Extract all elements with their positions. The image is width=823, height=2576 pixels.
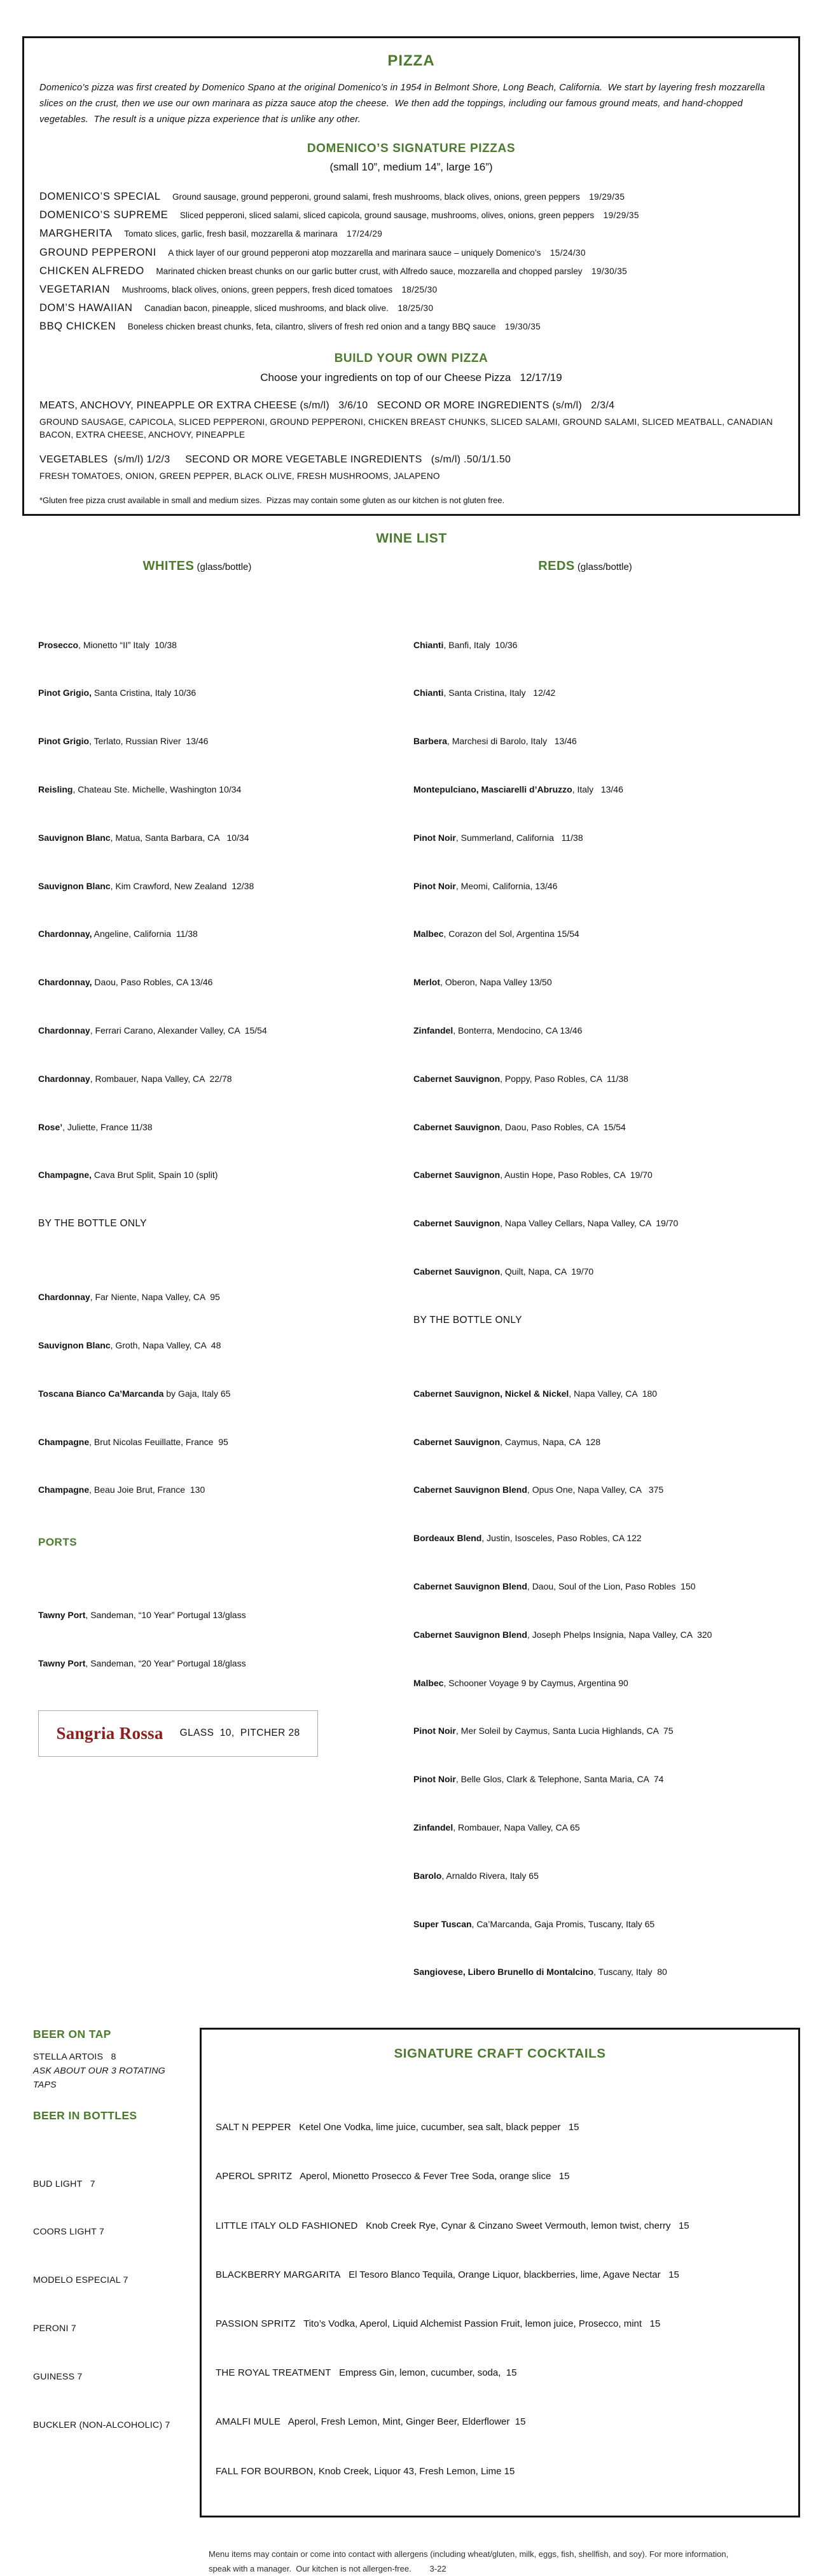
wine-list-item bbox=[38, 1387, 413, 1401]
wine-varietal: Barolo bbox=[413, 1870, 442, 1881]
whites-bottle-only-list bbox=[38, 1245, 413, 1520]
wine-list-item bbox=[413, 976, 800, 990]
wine-details: by Gaja, Italy 65 bbox=[163, 1388, 231, 1399]
wine-list-item bbox=[413, 880, 800, 894]
wine-list-item bbox=[413, 1628, 800, 1642]
wine-varietal: Rose’ bbox=[38, 1121, 63, 1132]
allergen-footer bbox=[209, 2547, 785, 2576]
wine-varietal: Cabernet Sauvignon bbox=[413, 1266, 501, 1277]
wine-varietal: Champagne, bbox=[38, 1170, 92, 1181]
wine-details: , Daou, Paso Robles, CA 15/54 bbox=[500, 1121, 626, 1132]
wine-details: Angeline, California 11/38 bbox=[92, 929, 198, 939]
pizza-item bbox=[39, 299, 783, 317]
wine-details: , Rombauer, Napa Valley, CA 65 bbox=[453, 1822, 580, 1832]
wine-list-item bbox=[413, 1532, 800, 1546]
wine-varietal: Zinfandel bbox=[413, 1025, 453, 1035]
whites-column bbox=[38, 555, 413, 1757]
wine-list-item bbox=[38, 686, 413, 700]
pizza-item-price: 18/25/30 bbox=[398, 303, 434, 314]
wine-list-item bbox=[413, 1918, 800, 1932]
gluten-free-note: *Gluten free pizza crust available in small and medium sizes. Pizzas may contain some gluten as our kitchen is not gluten free. bbox=[39, 495, 505, 505]
reds-header bbox=[413, 559, 757, 574]
wine-list-item bbox=[38, 1024, 413, 1038]
pizza-item bbox=[39, 244, 783, 262]
wine-varietal: Malbec bbox=[413, 1677, 444, 1688]
wine-list-item bbox=[413, 1821, 800, 1835]
pizza-item-description: Boneless chicken breast chunks, feta, cilantro, slivers of fresh red onion and a tangy BBQ sauce bbox=[127, 322, 496, 332]
pizza-item-list bbox=[39, 188, 783, 336]
beer-item: GUINESS 7 bbox=[33, 2371, 83, 2382]
port-name: Tawny Port bbox=[38, 1658, 86, 1668]
wine-list-item bbox=[413, 1965, 800, 1979]
wine-varietal: Chardonnay bbox=[38, 1073, 90, 1084]
wine-list-item bbox=[413, 1436, 800, 1450]
pizza-item bbox=[39, 188, 783, 206]
cocktail-name: BLACKBERRY MARGARITA bbox=[216, 2269, 341, 2280]
wine-list-item bbox=[413, 1265, 800, 1279]
cocktail-name: PASSION SPRITZ bbox=[216, 2318, 296, 2329]
wine-details: , Joseph Phelps Insignia, Napa Valley, CA 320 bbox=[527, 1629, 712, 1640]
wine-details: , Arnaldo Rivera, Italy 65 bbox=[441, 1870, 539, 1881]
pizza-item-name: DOMENICO’S SPECIAL bbox=[39, 191, 161, 202]
ports-title: PORTS bbox=[38, 1536, 78, 1549]
wine-details: Cava Brut Split, Spain 10 (split) bbox=[92, 1170, 218, 1181]
wine-varietal: Chardonnay, bbox=[38, 977, 92, 988]
wine-varietal: Chianti bbox=[413, 688, 444, 698]
wine-details: , Groth, Napa Valley, CA 48 bbox=[110, 1340, 221, 1350]
wine-list-item bbox=[413, 686, 800, 700]
wine-varietal: Cabernet Sauvignon bbox=[413, 1170, 501, 1181]
pizza-item bbox=[39, 280, 783, 299]
cocktails-title: SIGNATURE CRAFT COCKTAILS bbox=[394, 2046, 606, 2061]
pizza-item bbox=[39, 317, 783, 336]
pizza-section bbox=[22, 36, 800, 516]
whites-header bbox=[38, 559, 356, 574]
wine-varietal: Cabernet Sauvignon, Nickel & Nickel bbox=[413, 1388, 569, 1399]
cocktail-list bbox=[216, 2074, 784, 2502]
allergen-footer-line1: Menu items may contain or come into contact with allergens (including wheat/gluten, milk, eggs, fish, shellfish, and soy). For more information, bbox=[209, 2549, 729, 2559]
port-list-item bbox=[38, 1609, 413, 1623]
wine-list-item bbox=[38, 639, 413, 653]
wine-list-item bbox=[413, 1024, 800, 1038]
wine-details: , Far Niente, Napa Valley, CA 95 bbox=[90, 1292, 220, 1303]
wine-list-item bbox=[413, 735, 800, 749]
wine-details: , Opus One, Napa Valley, CA 375 bbox=[527, 1485, 664, 1495]
wine-details: , Chateau Ste. Michelle, Washington 10/34 bbox=[73, 784, 242, 795]
wine-details: , Kim Crawford, New Zealand 12/38 bbox=[110, 880, 254, 891]
wine-varietal: Prosecco bbox=[38, 639, 79, 650]
pizza-item-description: A thick layer of our ground pepperoni atop mozzarella and marinara sauce – uniquely Domenico’s bbox=[168, 247, 541, 258]
wine-varietal: Cabernet Sauvignon bbox=[413, 1218, 501, 1229]
wine-list-item bbox=[38, 1121, 413, 1135]
wine-details: , Ferrari Carano, Alexander Valley, CA 15/54 bbox=[90, 1025, 267, 1035]
wine-details: , Napa Valley, CA 180 bbox=[569, 1388, 658, 1399]
reds-column bbox=[413, 555, 800, 2003]
build-your-own-title: BUILD YOUR OWN PIZZA bbox=[334, 351, 488, 365]
wine-varietal: Pinot Noir bbox=[413, 1774, 456, 1785]
wine-list-item bbox=[38, 1072, 413, 1086]
beer-cocktails-row bbox=[33, 2028, 800, 2517]
wine-varietal: Pinot Noir bbox=[413, 880, 456, 891]
wine-varietal: Champagne bbox=[38, 1485, 90, 1495]
cocktail-item bbox=[216, 2365, 784, 2380]
pizza-title: PIZZA bbox=[387, 52, 435, 69]
wine-list-item bbox=[38, 1291, 413, 1305]
beer-bottles-list bbox=[33, 2132, 200, 2456]
cocktail-item bbox=[216, 2120, 784, 2135]
wine-details: , Caymus, Napa, CA 128 bbox=[500, 1436, 601, 1447]
wine-list-item bbox=[413, 1072, 800, 1086]
signature-pizzas-title: DOMENICO’S SIGNATURE PIZZAS bbox=[307, 142, 516, 155]
port-name: Tawny Port bbox=[38, 1610, 86, 1621]
wine-list-item bbox=[38, 1339, 413, 1353]
pizza-item-description: Tomato slices, garlic, fresh basil, mozzarella & marinara bbox=[124, 229, 338, 239]
wine-list-item bbox=[413, 1217, 800, 1231]
wine-list-item bbox=[413, 639, 800, 653]
allergen-footer-line2: speak with a manager. Our kitchen is not allergen-free. 3-22 bbox=[209, 2563, 446, 2573]
cocktail-name: APEROL SPRITZ bbox=[216, 2171, 293, 2182]
wine-varietal: Chardonnay bbox=[38, 1292, 90, 1303]
wine-list-item bbox=[38, 1436, 413, 1450]
wine-details: , Corazon del Sol, Argentina 15/54 bbox=[443, 929, 579, 939]
pizza-item-description: Ground sausage, ground pepperoni, ground salami, fresh mushrooms, black olives, onions, green peppers bbox=[172, 192, 580, 202]
wine-varietal: Sangiovese, Libero Brunello di Montalcino bbox=[413, 1967, 594, 1977]
wine-details: , Bonterra, Mendocino, CA 13/46 bbox=[453, 1025, 583, 1035]
wine-list-item bbox=[413, 1773, 800, 1787]
cocktails-section bbox=[200, 2028, 800, 2517]
whites-wine-list bbox=[38, 593, 413, 1206]
cocktail-name: AMALFI MULE bbox=[216, 2416, 281, 2428]
wine-details: Daou, Paso Robles, CA 13/46 bbox=[92, 977, 213, 988]
cocktail-ingredients: Empress Gin, lemon, cucumber, soda, 15 bbox=[331, 2367, 517, 2379]
wine-details: , Summerland, California 11/38 bbox=[455, 832, 583, 843]
wine-details: , Mionetto “II” Italy 10/38 bbox=[78, 639, 177, 650]
wine-varietal: Sauvignon Blanc bbox=[38, 832, 111, 843]
reds-bottle-only-label: BY THE BOTTLE ONLY bbox=[413, 1314, 522, 1326]
pizza-item-price: 19/30/35 bbox=[591, 266, 628, 276]
wine-list-item bbox=[38, 1483, 413, 1497]
wine-details: , Marchesi di Barolo, Italy 13/46 bbox=[446, 736, 577, 747]
pizza-item-name: BBQ CHICKEN bbox=[39, 321, 116, 333]
wine-list-item bbox=[38, 783, 413, 797]
cocktail-item bbox=[216, 2169, 784, 2184]
wine-list-item bbox=[413, 1677, 800, 1691]
wine-varietal: Pinot Grigio bbox=[38, 736, 90, 747]
wine-varietal: Zinfandel bbox=[413, 1822, 453, 1832]
wine-varietal: Cabernet Sauvignon Blend bbox=[413, 1629, 527, 1640]
wine-details: , Tuscany, Italy 80 bbox=[593, 1967, 667, 1977]
wine-details: , Terlato, Russian River 13/46 bbox=[89, 736, 209, 747]
wine-varietal: Sauvignon Blanc bbox=[38, 880, 111, 891]
cocktail-name: THE ROYAL TREATMENT bbox=[216, 2367, 331, 2379]
cocktail-ingredients: Knob Creek Rye, Cynar & Cinzano Sweet Vermouth, lemon twist, cherry 15 bbox=[357, 2220, 689, 2231]
whites-bottle-only-label: BY THE BOTTLE ONLY bbox=[38, 1218, 147, 1229]
wine-varietal: Cabernet Sauvignon Blend bbox=[413, 1581, 527, 1591]
cocktail-ingredients: El Tesoro Blanco Tequila, Orange Liquor, blackberries, lime, Agave Nectar 15 bbox=[340, 2269, 679, 2280]
pizza-item-price: 15/24/30 bbox=[550, 247, 586, 258]
wine-varietal: Chardonnay bbox=[38, 1025, 90, 1035]
wine-list-item bbox=[38, 735, 413, 749]
wine-varietal: Chardonnay, bbox=[38, 929, 92, 939]
wine-list-item bbox=[413, 1580, 800, 1594]
wine-details: , Banfi, Italy 10/36 bbox=[443, 639, 518, 650]
port-details: , Sandeman, “10 Year” Portugal 13/glass bbox=[85, 1610, 246, 1621]
wine-varietal: Super Tuscan bbox=[413, 1918, 472, 1929]
cocktail-item bbox=[216, 2414, 784, 2429]
wine-details: , Belle Glos, Clark & Telephone, Santa Maria, CA 74 bbox=[455, 1774, 664, 1785]
wine-varietal: Champagne bbox=[38, 1436, 90, 1447]
wine-list-item bbox=[413, 1168, 800, 1182]
wine-varietal: Toscana Bianco Ca’Marcanda bbox=[38, 1388, 164, 1399]
wine-details: Santa Cristina, Italy 10/36 bbox=[92, 688, 197, 698]
wine-details: , Mer Soleil by Caymus, Santa Lucia Highlands, CA 75 bbox=[455, 1726, 674, 1736]
wine-list-item bbox=[413, 1724, 800, 1738]
wine-columns bbox=[38, 555, 800, 2003]
pizza-item bbox=[39, 225, 783, 243]
beer-item: STELLA ARTOIS 8 bbox=[33, 2052, 116, 2063]
beer-item: BUD LIGHT 7 bbox=[33, 2178, 95, 2189]
pizza-item-description: Mushrooms, black olives, onions, green peppers, fresh diced tomatoes bbox=[121, 285, 392, 295]
wine-details: , Matua, Santa Barbara, CA 10/34 bbox=[110, 832, 249, 843]
sangria-rossa-prices: GLASS 10, PITCHER 28 bbox=[179, 1728, 300, 1739]
whites-glass-bottle-label: (glass/bottle) bbox=[194, 561, 252, 572]
pizza-item-description: Sliced pepperoni, sliced salami, sliced capicola, ground sausage, mushrooms, olives, onions, green peppers bbox=[179, 211, 595, 221]
wine-list-item bbox=[413, 927, 800, 941]
wine-varietal: Merlot bbox=[413, 977, 440, 988]
wine-varietal: Reisling bbox=[38, 784, 73, 795]
pizza-item-name: MARGHERITA bbox=[39, 228, 113, 240]
cocktail-ingredients: Ketel One Vodka, lime juice, cucumber, sea salt, black pepper 15 bbox=[291, 2122, 579, 2133]
wine-varietal: Cabernet Sauvignon bbox=[413, 1436, 501, 1447]
build-your-own-subtitle: Choose your ingredients on top of our Cheese Pizza 12/17/19 bbox=[260, 371, 562, 384]
cocktail-name: FALL FOR BOURBON bbox=[216, 2465, 314, 2477]
vegetables-ingredient-list: FRESH TOMATOES, ONION, GREEN PEPPER, BLACK OLIVE, FRESH MUSHROOMS, JALAPENO bbox=[39, 471, 440, 481]
wine-details: , Santa Cristina, Italy 12/42 bbox=[443, 688, 556, 698]
beer-item: COORS LIGHT 7 bbox=[33, 2227, 104, 2238]
beer-on-tap-title: BEER ON TAP bbox=[33, 2028, 111, 2041]
beer-on-tap-list bbox=[33, 2051, 200, 2065]
beer-column bbox=[33, 2028, 200, 2455]
wine-varietal: Pinot Noir bbox=[413, 832, 456, 843]
sangria-rossa-name: Sangria Rossa bbox=[56, 1723, 163, 1743]
reds-title: REDS bbox=[538, 558, 575, 573]
wine-details: , Schooner Voyage 9 by Caymus, Argentina 90 bbox=[443, 1677, 628, 1688]
wine-list-title: WINE LIST bbox=[376, 530, 447, 546]
wine-details: , Poppy, Paso Robles, CA 11/38 bbox=[500, 1073, 628, 1084]
signature-pizzas-sizes: (small 10”, medium 14”, large 16”) bbox=[329, 161, 493, 173]
cocktail-name: SALT N PEPPER bbox=[216, 2122, 291, 2133]
beer-in-bottles-title: BEER IN BOTTLES bbox=[33, 2109, 137, 2122]
pizza-item-name: CHICKEN ALFREDO bbox=[39, 265, 144, 277]
vegetables-pricing-line: VEGETABLES (s/m/l) 1/2/3 SECOND OR MORE VEGETABLE INGREDIENTS (s/m/l) .50/1/1.50 bbox=[39, 454, 511, 465]
wine-list-item bbox=[38, 831, 413, 845]
pizza-item-description: Canadian bacon, pineapple, sliced mushrooms, and black olive. bbox=[144, 303, 389, 314]
wine-varietal: Cabernet Sauvignon Blend bbox=[413, 1485, 527, 1495]
wine-details: , Juliette, France 11/38 bbox=[62, 1121, 153, 1132]
beer-item: PERONI 7 bbox=[33, 2323, 76, 2334]
cocktail-item bbox=[216, 2464, 784, 2479]
port-list-item bbox=[38, 1657, 413, 1671]
pizza-intro: Domenico’s pizza was first created by Domenico Spano at the original Domenico’s in 1954 in Belmont Shore, Long Beach, California. We start by layering fresh mozzarella slices on the crust, then we use our own marinara as pizza sauce atop the cheese. We then add the toppings, including our famous ground meats, and hand-chopped vegetables. The result is a unique pizza experience that is unlike any other. bbox=[39, 83, 768, 125]
pizza-item-price: 17/24/29 bbox=[347, 229, 383, 239]
wine-varietal: Barbera bbox=[413, 736, 447, 747]
wine-list-item bbox=[413, 783, 800, 797]
wine-list-item bbox=[413, 1121, 800, 1135]
beer-item: MODELO ESPECIAL 7 bbox=[33, 2275, 128, 2286]
sangria-rossa-box bbox=[38, 1710, 318, 1757]
cocktail-ingredients: Aperol, Mionetto Prosecco & Fever Tree Soda, orange slice 15 bbox=[292, 2171, 570, 2182]
wine-list-item bbox=[38, 1168, 413, 1182]
wine-list-item bbox=[413, 1387, 800, 1401]
pizza-item-price: 19/29/35 bbox=[589, 192, 625, 202]
cocktail-ingredients: Tito’s Vodka, Aperol, Liquid Alchemist Passion Fruit, lemon juice, Prosecco, mint 15 bbox=[295, 2318, 661, 2329]
wine-details: , Oberon, Napa Valley 13/50 bbox=[440, 977, 552, 988]
beer-item: BUCKLER (NON-ALCOHOLIC) 7 bbox=[33, 2420, 170, 2430]
wine-varietal: Malbec bbox=[413, 929, 444, 939]
pizza-item-description: Marinated chicken breast chunks on our garlic butter crust, with Alfredo sauce, mozzarella and chopped parsley bbox=[156, 266, 583, 276]
wine-details: , Quilt, Napa, CA 19/70 bbox=[500, 1266, 594, 1277]
cocktail-ingredients: , Knob Creek, Liquor 43, Fresh Lemon, Lime 15 bbox=[313, 2465, 515, 2477]
pizza-item bbox=[39, 262, 783, 280]
pizza-item-name: DOMENICO’S SUPREME bbox=[39, 209, 169, 221]
wine-details: , Daou, Soul of the Lion, Paso Robles 150 bbox=[527, 1581, 696, 1591]
pizza-item-price: 18/25/30 bbox=[401, 285, 438, 295]
wine-details: , Napa Valley Cellars, Napa Valley, CA 19/70 bbox=[500, 1218, 679, 1229]
meats-ingredient-list: GROUND SAUSAGE, CAPICOLA, SLICED PEPPERONI, GROUND PEPPERONI, CHICKEN BREAST CHUNKS, SLICED SALAMI, GROUND SALAMI, SLICED MEATBALL, CANADIAN BACON, EXTRA CHEESE, ANCHOVY, PINEAPPLE bbox=[39, 417, 775, 440]
wine-details: , Justin, Isosceles, Paso Robles, CA 122 bbox=[481, 1533, 642, 1544]
cocktail-ingredients: Aperol, Fresh Lemon, Mint, Ginger Beer, Elderflower 15 bbox=[280, 2416, 526, 2428]
wine-list-item bbox=[413, 831, 800, 845]
whites-title: WHITES bbox=[142, 558, 195, 573]
wine-varietal: Pinot Grigio, bbox=[38, 688, 92, 698]
reds-wine-list bbox=[413, 593, 800, 1302]
wine-varietal: Chianti bbox=[413, 639, 444, 650]
rotating-taps-note: ASK ABOUT OUR 3 ROTATING TAPS bbox=[33, 2065, 165, 2090]
cocktail-item bbox=[216, 2219, 784, 2233]
pizza-item-name: VEGETARIAN bbox=[39, 284, 111, 296]
wine-varietal: Sauvignon Blanc bbox=[38, 1340, 111, 1350]
wine-list-item bbox=[413, 1483, 800, 1497]
pizza-item-name: DOM’S HAWAIIAN bbox=[39, 302, 133, 314]
wine-list-item bbox=[38, 880, 413, 894]
port-details: , Sandeman, “20 Year” Portugal 18/glass bbox=[85, 1658, 246, 1668]
reds-bottle-only-list bbox=[413, 1341, 800, 2002]
wine-details: , Brut Nicolas Feuillatte, France 95 bbox=[89, 1436, 228, 1447]
wine-details: , Rombauer, Napa Valley, CA 22/78 bbox=[90, 1073, 232, 1084]
wine-list-item bbox=[38, 976, 413, 990]
wine-details: , Meomi, California, 13/46 bbox=[455, 880, 558, 891]
wine-list-item bbox=[38, 927, 413, 941]
pizza-item-price: 19/30/35 bbox=[505, 322, 541, 332]
ports-list bbox=[38, 1563, 413, 1694]
wine-details: , Austin Hope, Paso Robles, CA 19/70 bbox=[500, 1170, 653, 1181]
wine-details: , Beau Joie Brut, France 130 bbox=[89, 1485, 205, 1495]
wine-list-item bbox=[413, 1869, 800, 1883]
wine-varietal: Bordeaux Blend bbox=[413, 1533, 482, 1544]
cocktail-item bbox=[216, 2268, 784, 2282]
wine-varietal: Pinot Noir bbox=[413, 1726, 456, 1736]
meats-pricing-line: MEATS, ANCHOVY, PINEAPPLE OR EXTRA CHEESE (s/m/l) 3/6/10 SECOND OR MORE INGREDIENTS (s/m/l) 2/3/4 bbox=[39, 399, 615, 411]
cocktail-name: LITTLE ITALY OLD FASHIONED bbox=[216, 2220, 358, 2231]
wine-varietal: Cabernet Sauvignon bbox=[413, 1073, 501, 1084]
wine-details: , Italy 13/46 bbox=[572, 784, 623, 795]
reds-glass-bottle-label: (glass/bottle) bbox=[574, 561, 632, 572]
pizza-item bbox=[39, 206, 783, 225]
wine-varietal: Cabernet Sauvignon bbox=[413, 1121, 501, 1132]
menu-page bbox=[0, 36, 823, 2573]
pizza-item-name: GROUND PEPPERONI bbox=[39, 246, 156, 258]
wine-varietal: Montepulciano, Masciarelli d’Abruzzo bbox=[413, 784, 572, 795]
cocktail-item bbox=[216, 2316, 784, 2331]
pizza-item-price: 19/29/35 bbox=[603, 211, 639, 221]
wine-details: , Ca’Marcanda, Gaja Promis, Tuscany, Italy 65 bbox=[471, 1918, 655, 1929]
